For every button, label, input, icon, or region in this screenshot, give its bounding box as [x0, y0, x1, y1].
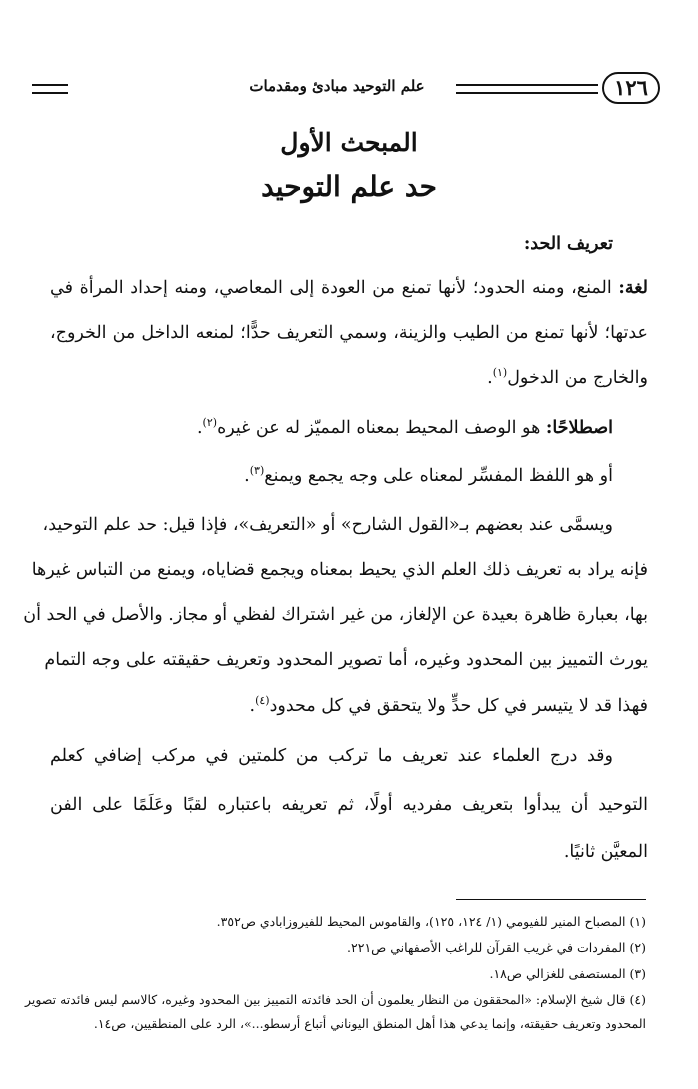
- body-text: .: [487, 368, 493, 388]
- body-line: بها، بعبارة ظاهرة بعيدة عن الإلغاز، من غير اشتراك لفظي أو مجاز. والأصل في الحد أن: [23, 605, 648, 625]
- body-line: [50, 274, 648, 302]
- footnote: (٣) المستصفى للغزالي ص١٨.: [489, 966, 646, 981]
- body-line: عدتها؛ لأنها تمنع من الطيب والزينة، وسمي التعريف حدًّا؛ لمنعه الداخل من الخروج،: [50, 323, 648, 343]
- body-text: .: [196, 418, 203, 438]
- footnote: المحدود وتعريف حقيقته، وإنما يدعي هذا أهل المنطق اليوناني أتباع أرسطو...»، الرد على المنطقيين، ص١٤.: [93, 1016, 646, 1031]
- section-heading: المبحث الأول: [280, 128, 418, 157]
- body-line: [50, 692, 648, 720]
- footnote-separator: [456, 899, 646, 900]
- footnote-ref: (٢): [202, 416, 218, 430]
- body-line: وقد درج العلماء عند تعريف ما تركب من كلمتين في مركب إضافي كعلم: [50, 746, 613, 766]
- body-line: المعيَّن ثانيًا.: [563, 842, 648, 862]
- body-text: .: [249, 696, 256, 716]
- running-title: علم التوحيد مبادئ ومقدمات: [249, 77, 425, 95]
- body-line: [50, 414, 613, 442]
- term-label: لغة:: [618, 278, 648, 298]
- body-line: يورث التمييز بين المحدود وغيره، أما تصوير المحدود وتعريف حقيقته على وجه التمام: [44, 650, 648, 670]
- body-text: .: [244, 466, 250, 486]
- footnote-ref: (٣): [249, 464, 265, 478]
- header-rule-left: [32, 84, 68, 94]
- term-label: اصطلاحًا:: [545, 418, 613, 438]
- page-number: ١٢٦: [602, 72, 660, 104]
- footnote-ref: (٤): [255, 694, 270, 708]
- header-rule-right: [456, 84, 598, 94]
- body-line: [50, 364, 648, 392]
- footnote: (١) المصباح المنير للفيومي (١/ ١٢٤، ١٢٥)، والقاموس المحيط للفيروزابادي ص٣٥٢.: [216, 914, 646, 929]
- footnote: (٢) المفردات في غريب القرآن للراغب الأصفهاني ص٢٢١.: [347, 940, 646, 955]
- body-line: ويسمَّى عند بعضهم بـ«القول الشارح» أو «التعريف»، فإذا قيل: حد علم التوحيد،: [42, 515, 613, 535]
- chapter-title: حد علم التوحيد: [261, 170, 437, 203]
- body-text: أو هو اللفظ المفسِّر لمعناه على وجه يجمع ويمنع: [264, 466, 613, 486]
- body-line: فإنه يراد به تعريف ذلك العلم الذي يحيط بمعناه ويجمع قضاياه، ويمنع من التباس غيرها: [31, 560, 648, 580]
- body-line: [50, 462, 613, 490]
- footnote: (٤) قال شيخ الإسلام: «المحققون من النظار يعلمون أن الحد فائدته التمييز بين المحدود وغيره، كالاسم ليس فائدته تصوير: [24, 992, 646, 1007]
- body-text: فهذا قد لا يتيسر في كل حدٍّ ولا يتحقق في كل محدود: [269, 696, 648, 716]
- body-text: والخارج من الدخول: [507, 368, 648, 388]
- body-text: هو الوصف المحيط بمعناه المميّز له عن غيره: [217, 418, 546, 438]
- footnote-ref: (١): [492, 366, 508, 380]
- body-line: التوحيد أن يبدأوا بتعريف مفرديه أولًا، ثم تعريفه باعتباره لقبًا وعَلَمًا على الفن: [50, 795, 648, 815]
- definition-subheading: تعريف الحد:: [523, 234, 613, 254]
- running-header: [32, 72, 660, 104]
- body-text: المنع، ومنه الحدود؛ لأنها تمنع من العودة إلى المعاصي، ومنه إحداد المرأة في: [50, 278, 619, 298]
